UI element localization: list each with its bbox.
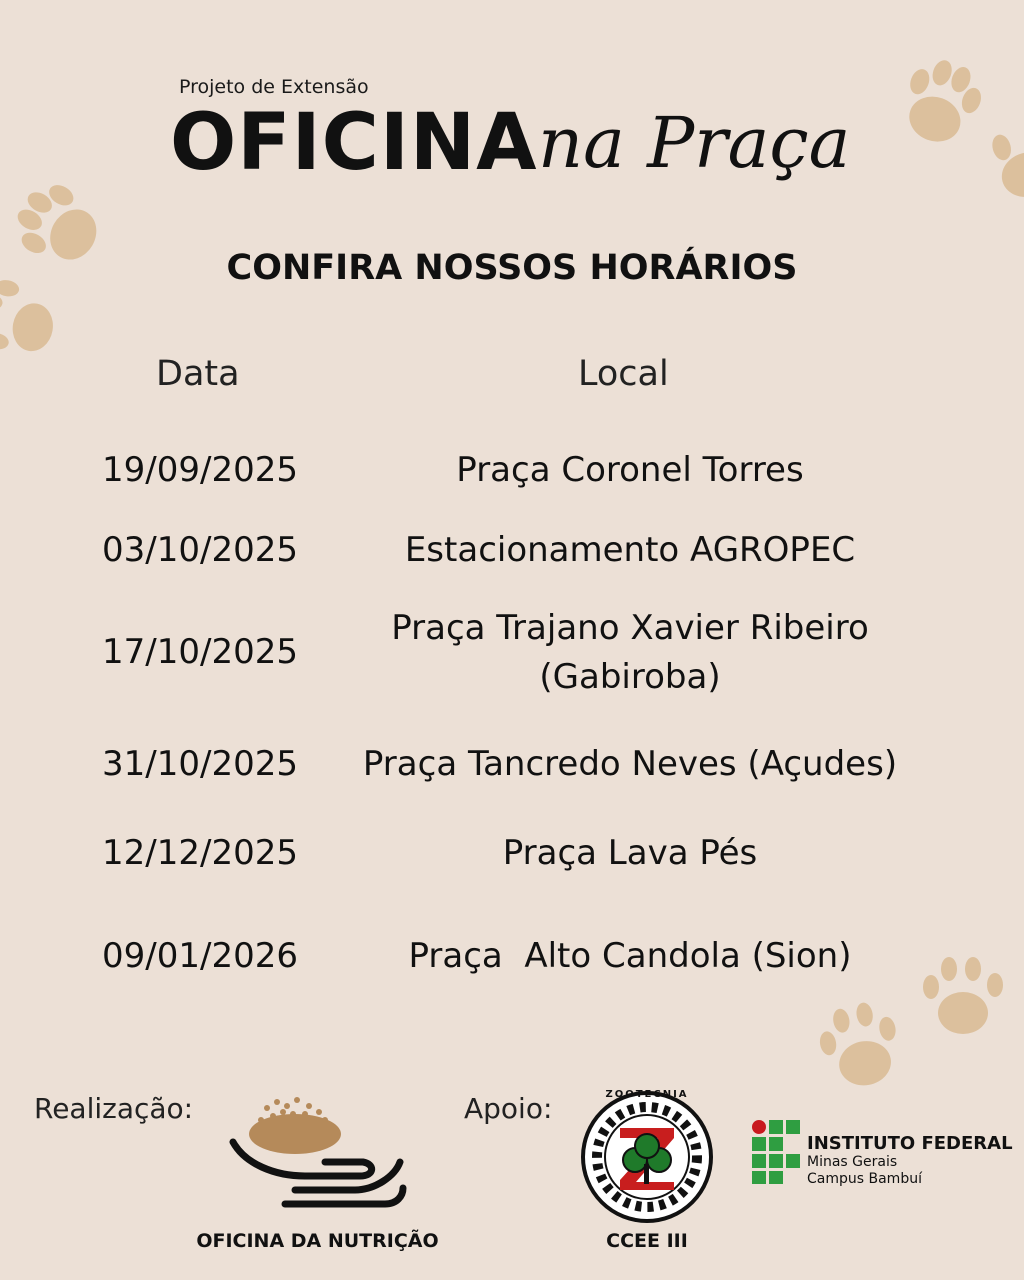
schedule-date: 12/12/2025 [102, 833, 298, 873]
schedule-heading: CONFIRA NOSSOS HORÁRIOS [226, 248, 798, 288]
schedule-place: Praça Alto Candola (Sion) [408, 936, 852, 976]
ccee-zootecnia-logo [580, 1090, 714, 1224]
project-kicker: Projeto de Extensão [179, 76, 369, 98]
schedule-date: 17/10/2025 [102, 632, 298, 672]
schedule-place: Praça Tancredo Neves (Açudes) [362, 744, 898, 784]
schedule-date: 19/09/2025 [102, 450, 298, 490]
paw-print-icon [895, 58, 985, 153]
column-header-place: Local [578, 354, 669, 394]
if-subtitle-2: Campus Bambuí [807, 1171, 922, 1187]
paw-print-icon [985, 120, 1024, 210]
column-header-date: Data [156, 354, 240, 394]
schedule-place: Praça Trajano Xavier Ribeiro (Gabiroba) [391, 608, 869, 698]
oficina-nutricao-logo [225, 1092, 410, 1217]
if-title: INSTITUTO FEDERAL [807, 1133, 1013, 1154]
schedule-date: 31/10/2025 [102, 744, 298, 784]
schedule-date: 03/10/2025 [102, 530, 298, 570]
instituto-federal-logo [752, 1120, 800, 1184]
apoio-label: Apoio: [464, 1092, 553, 1125]
schedule-place: Praça Lava Pés [502, 833, 758, 873]
paw-print-icon [812, 1000, 907, 1092]
paw-print-icon [0, 280, 55, 370]
page-title-script: na Praça [538, 102, 851, 184]
oficina-nutricao-caption: OFICINA DA NUTRIÇÃO [196, 1230, 439, 1252]
ccee-caption: CCEE III [606, 1230, 688, 1252]
schedule-place: Estacionamento AGROPEC [404, 530, 856, 570]
realizacao-label: Realização: [34, 1092, 194, 1125]
schedule-date: 09/01/2026 [102, 936, 298, 976]
if-subtitle-1: Minas Gerais [807, 1154, 898, 1170]
schedule-place: Praça Coronel Torres [456, 450, 804, 490]
ccee-ring-text: ZOOTECNIA [605, 1089, 689, 1100]
page-title: OFICINA [170, 98, 538, 188]
